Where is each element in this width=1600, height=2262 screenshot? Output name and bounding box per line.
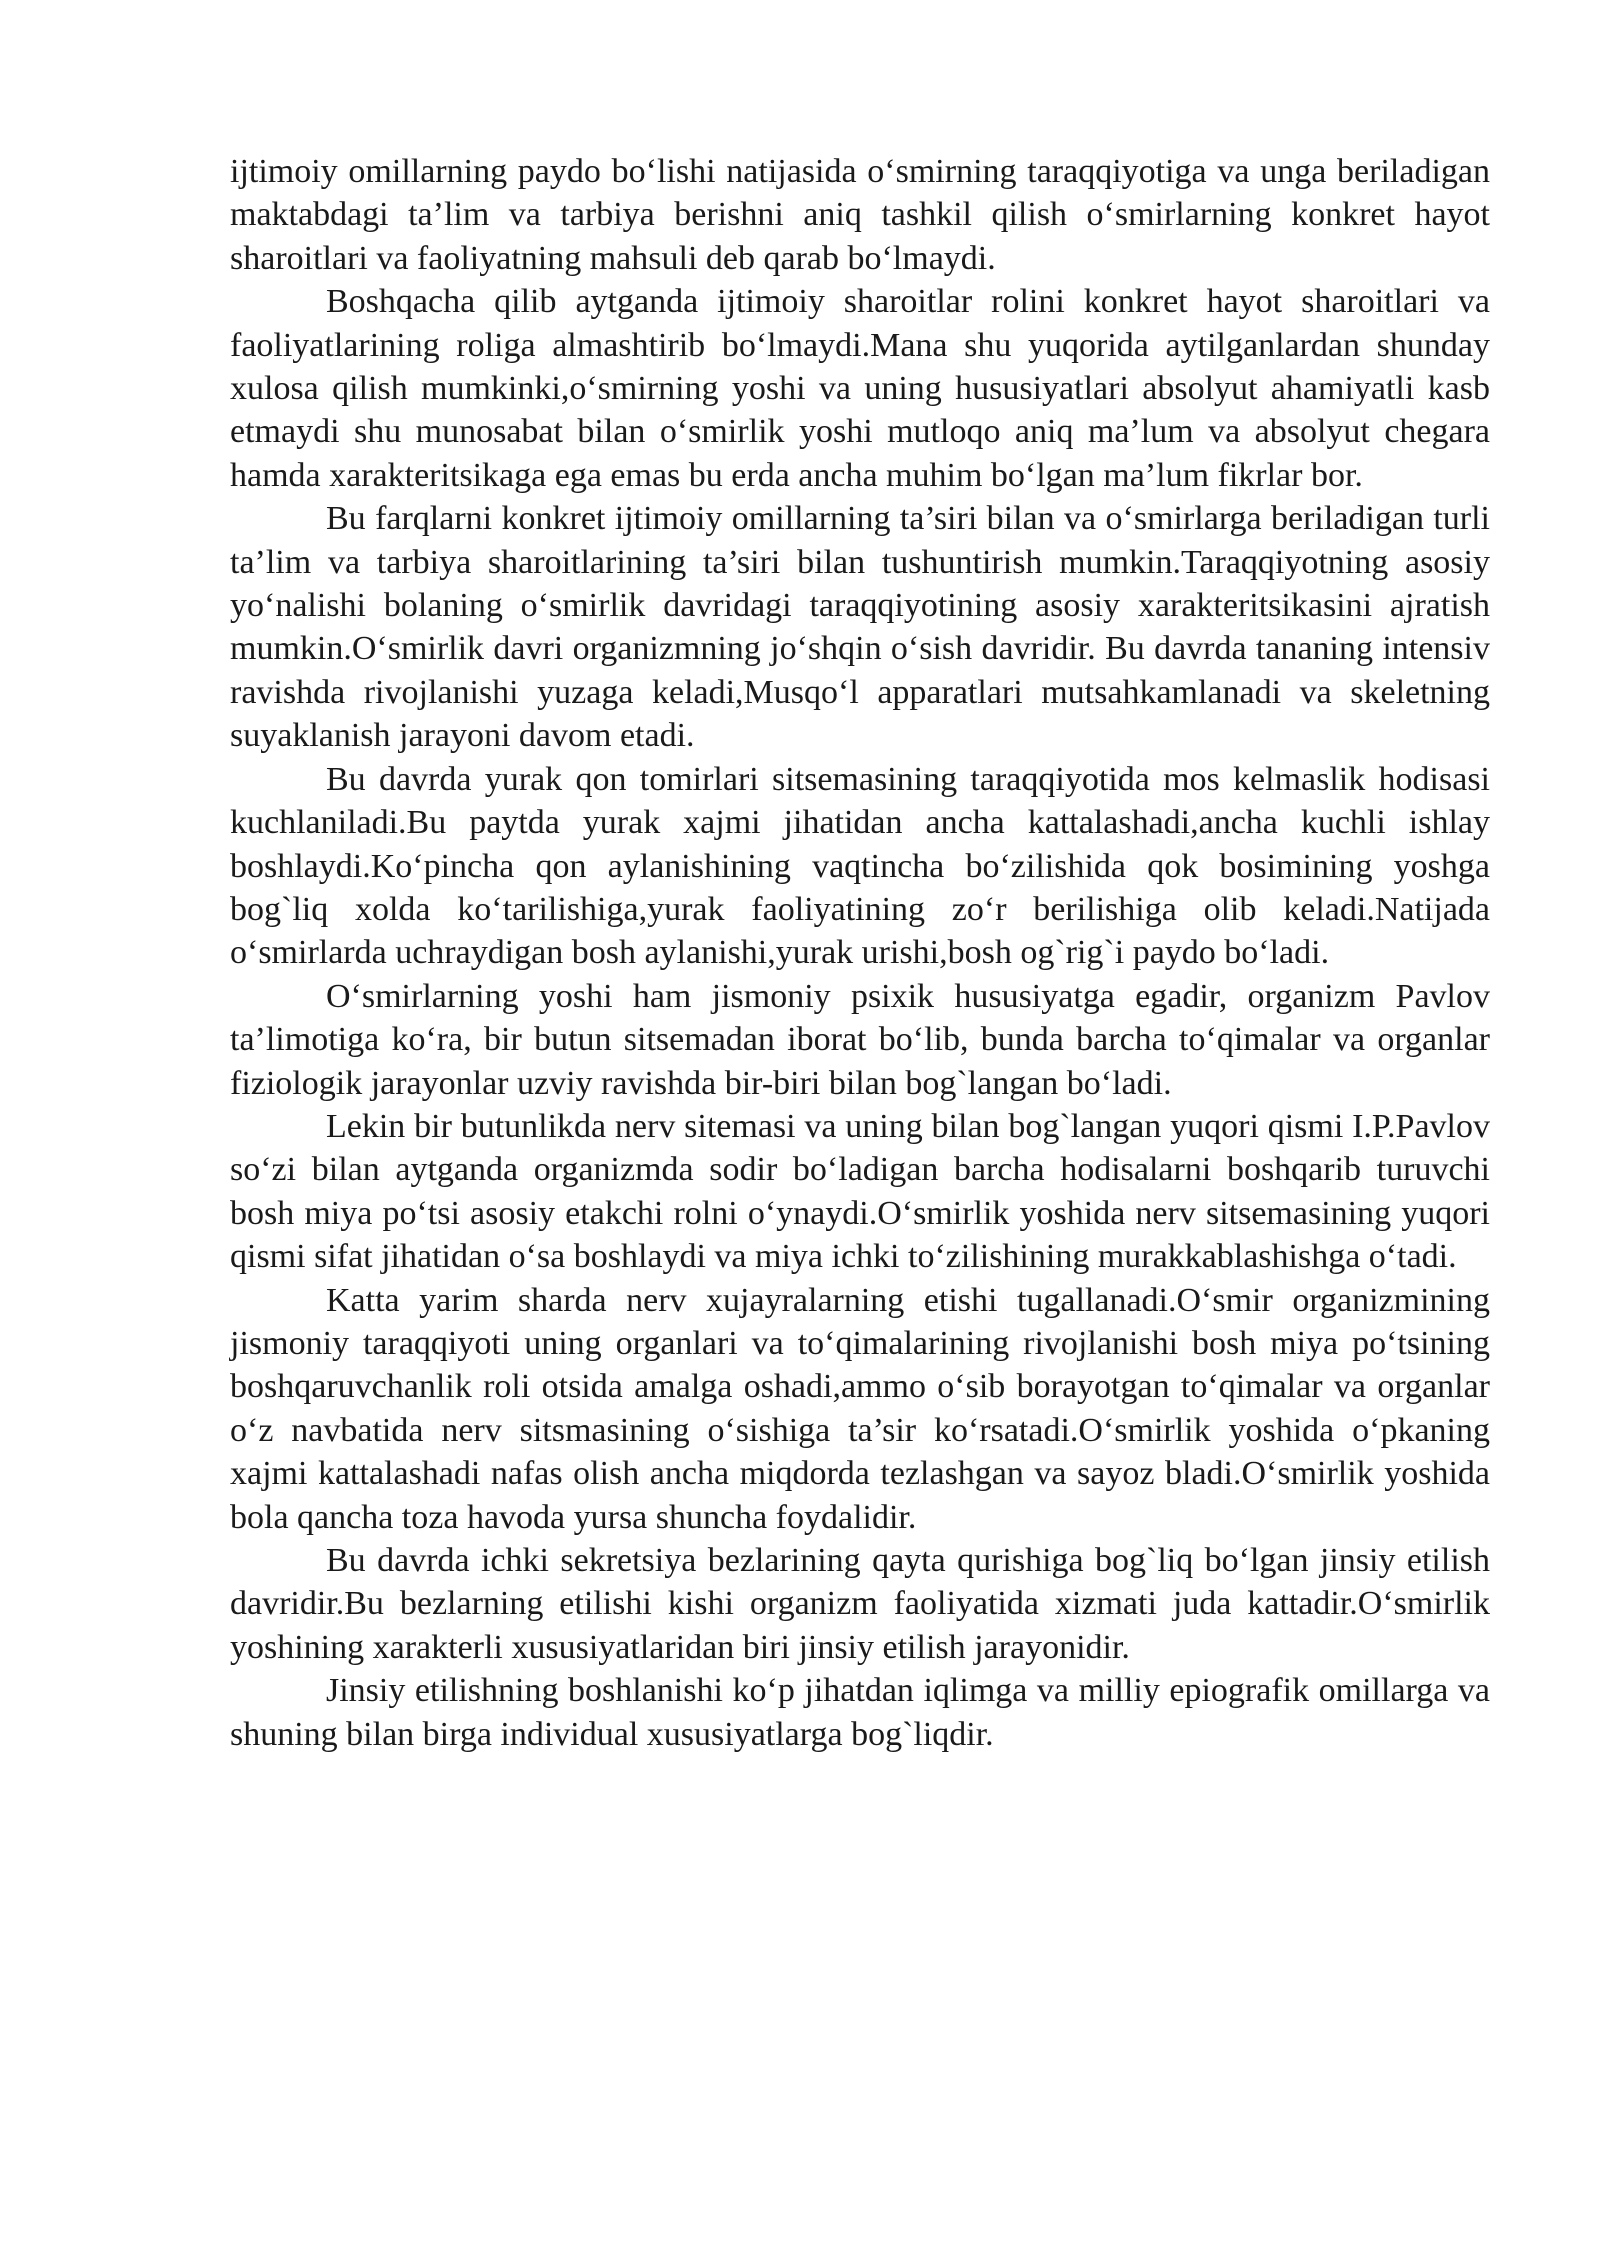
paragraph: O‘smirlarning yoshi ham jismoniy psixik hususiyatga egadir, organizm Pavlov ta’limotiga ko‘ra, bir butun sitsemadan iborat bo‘lib, bunda barcha to‘qimalar va organlar fiziologik jarayonlar uzviy ravishda bir-biri bilan bog`langan bo‘ladi.	[230, 977, 1490, 1102]
document-body	[230, 150, 1490, 1756]
paragraph: ijtimoiy omillarning paydo bo‘lishi natijasida o‘smirning taraqqiyotiga va unga beriladigan maktabdagi ta’lim va tarbiya berishni aniq tashkil qilish o‘smirlarning konkret hayot sharoitlari va faoliyatning mahsuli deb qarab bo‘lmaydi.	[230, 153, 1490, 277]
paragraph: Bu farqlarni konkret ijtimoiy omillarning ta’siri bilan va o‘smirlarga beriladigan turli ta’lim va tarbiya sharoitlarining ta’siri bilan tushuntirish mumkin.Taraqqiyotning asosiy yo‘nalishi bolaning o‘smirlik davridagi taraqqiyotining asosiy xarakteritsikasini ajratish mumkin.O‘smirlik davri organizmning jo‘shqin o‘sish davridir. Bu davrda tananing intensiv ravishda rivojlanishi yuzaga keladi,Musqo‘l apparatlari mutsahkamlanadi va skeletning suyaklanish jarayoni davom etadi.	[230, 500, 1490, 755]
paragraph: Lekin bir butunlikda nerv sitemasi va uning bilan bog`langan yuqori qismi I.P.Pavlov so‘zi bilan aytganda organizmda sodir bo‘ladigan barcha hodisalarni boshqarib turuvchi bosh miya po‘tsi asosiy etakchi rolni o‘ynaydi.O‘smirlik yoshida nerv sitsemasining yuqori qismi sifat jihatidan o‘sa boshlaydi va miya ichki to‘zilishining murakkablashishga o‘tadi.	[230, 1107, 1490, 1276]
paragraph: Bu davrda ichki sekretsiya bezlarining qayta qurishiga bog`liq bo‘lgan jinsiy etilish davridir.Bu bezlarning etilishi kishi organizm faoliyatida xizmati juda kattadir.O‘smirlik yoshining xarakterli xususiyatlaridan biri jinsiy etilish jarayonidir.	[230, 1542, 1490, 1666]
paragraph: Katta yarim sharda nerv xujayralarning etishi tugallanadi.O‘smir organizmining jismoniy taraqqiyoti uning organlari va to‘qimalarining rivojlanishi bosh miya po‘tsining boshqaruvchanlik roli otsida amalga oshadi,ammo o‘sib borayotgan to‘qimalar va organlar o‘z navbatida nerv sitsmasining o‘sishiga ta’sir ko‘rsatadi.O‘smirlik yoshida o‘pkaning xajmi kattalashadi nafas olish ancha miqdorda tezlashgan va sayoz bladi.O‘smirlik yoshida bola qancha toza havoda yursa shuncha foydalidir.	[230, 1281, 1490, 1536]
paragraph: Boshqacha qilib aytganda ijtimoiy sharoitlar rolini konkret hayot sharoitlari va faoliyatlarining roliga almashtirib bo‘lmaydi.Mana shu yuqorida aytilganlardan shunday xulosa qilish mumkinki,o‘smirning yoshi va uning hususiyatlari absolyut ahamiyatli kasb etmaydi shu munosabat bilan o‘smirlik yoshi mutloqo aniq ma’lum va absolyut chegara hamda xarakteritsikaga ega emas bu erda ancha muhim bo‘lgan ma’lum fikrlar bor.	[230, 283, 1490, 494]
paragraph: Bu davrda yurak qon tomirlari sitsemasining taraqqiyotida mos kelmaslik hodisasi kuchlaniladi.Bu paytda yurak xajmi jihatidan ancha kattalashadi,ancha kuchli ishlay boshlaydi.Ko‘pincha qon aylanishining vaqtincha bo‘zilishida qok bosimining yoshga bog`liq xolda ko‘tarilishiga,yurak faoliyatining zo‘r berilishiga olib keladi.Natijada o‘smirlarda uchraydigan bosh aylanishi,yurak urishi,bosh og`rig`i paydo bo‘ladi.	[230, 760, 1490, 972]
paragraph: Jinsiy etilishning boshlanishi ko‘p jihatdan iqlimga va milliy epiografik omillarga va shuning bilan birga individual xususiyatlarga bog`liqdir.	[230, 1672, 1490, 1753]
